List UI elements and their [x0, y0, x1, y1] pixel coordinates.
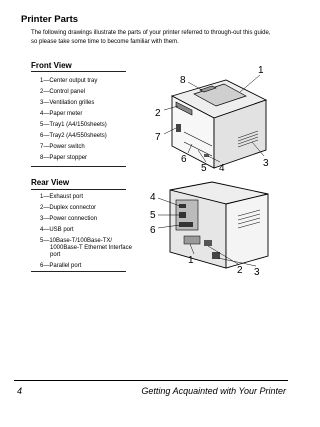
callout-number: 8 — [180, 75, 186, 86]
ethernet-port — [179, 212, 186, 218]
page-number: 4 — [17, 386, 23, 396]
power-switch — [176, 124, 181, 132]
legend-item-line: 1000Base-T Ethernet Interface — [50, 244, 132, 251]
exhaust-port — [184, 236, 200, 244]
legend-item — [40, 238, 132, 258]
legend-item: 6—Tray2 (A4/550sheets) — [40, 132, 107, 139]
legend-item: 7—Power switch — [40, 143, 85, 150]
callout-number: 6 — [150, 225, 156, 236]
legend-item: 1—Center output tray — [40, 78, 98, 84]
legend-item-line: 5—10Base-T/100Base-TX/ — [40, 237, 113, 244]
rear-view-rule-top — [31, 189, 126, 190]
callout-number: 2 — [237, 265, 243, 276]
front-view-rule-top — [31, 71, 126, 72]
usb-port — [179, 204, 186, 208]
callout-number: 5 — [150, 210, 156, 221]
callout-number: 2 — [155, 108, 161, 119]
intro-paragraph: The following drawings illustrate the parts of your printer referred to through-out this guide, so please take some time to become familiar with them. — [31, 30, 271, 45]
front-view-rule-bottom — [31, 166, 126, 167]
rear-view-heading: Rear View — [31, 178, 70, 187]
legend-item: 3—Power connection — [40, 215, 98, 222]
legend-item-line: port — [50, 251, 61, 258]
callout-number: 1 — [188, 255, 194, 266]
legend-item: 3—Ventilation grilles — [40, 99, 95, 106]
legend-item: 4—Paper meter — [40, 110, 83, 117]
footer-rule — [14, 380, 288, 381]
callout-number: 3 — [263, 158, 269, 169]
legend-item: 1—Exhaust port — [40, 194, 84, 200]
parallel-port — [179, 222, 193, 227]
legend-item: 2—Duplex connector — [40, 204, 97, 211]
running-head: Getting Acquainted with Your Printer — [141, 386, 286, 396]
callout-number: 1 — [258, 65, 264, 76]
callout-number: 5 — [201, 163, 207, 174]
callout-number: 4 — [150, 192, 156, 203]
legend-item: 5—Tray1 (A4/150sheets) — [40, 121, 107, 128]
printer-side-face — [226, 194, 268, 268]
rear-view-legend — [40, 194, 132, 274]
duplex-connector — [204, 240, 212, 246]
legend-item: 2—Control panel — [40, 88, 86, 95]
rear-view-illustration — [142, 176, 280, 276]
callout-number: 6 — [181, 154, 187, 165]
callout-number: 3 — [254, 267, 260, 276]
callout-number: 7 — [155, 132, 161, 143]
rear-view-rule-bottom — [31, 271, 126, 272]
legend-item: 8—Paper stopper — [40, 154, 88, 161]
callout-number: 4 — [219, 163, 225, 174]
front-view-heading: Front View — [31, 61, 72, 70]
front-view-legend — [40, 78, 107, 166]
page-title: Printer Parts — [21, 14, 79, 25]
legend-item: 4—USB port — [40, 226, 74, 233]
front-view-illustration — [142, 58, 282, 176]
paper-meter — [204, 154, 209, 157]
legend-item: 6—Parallel port — [40, 262, 82, 269]
